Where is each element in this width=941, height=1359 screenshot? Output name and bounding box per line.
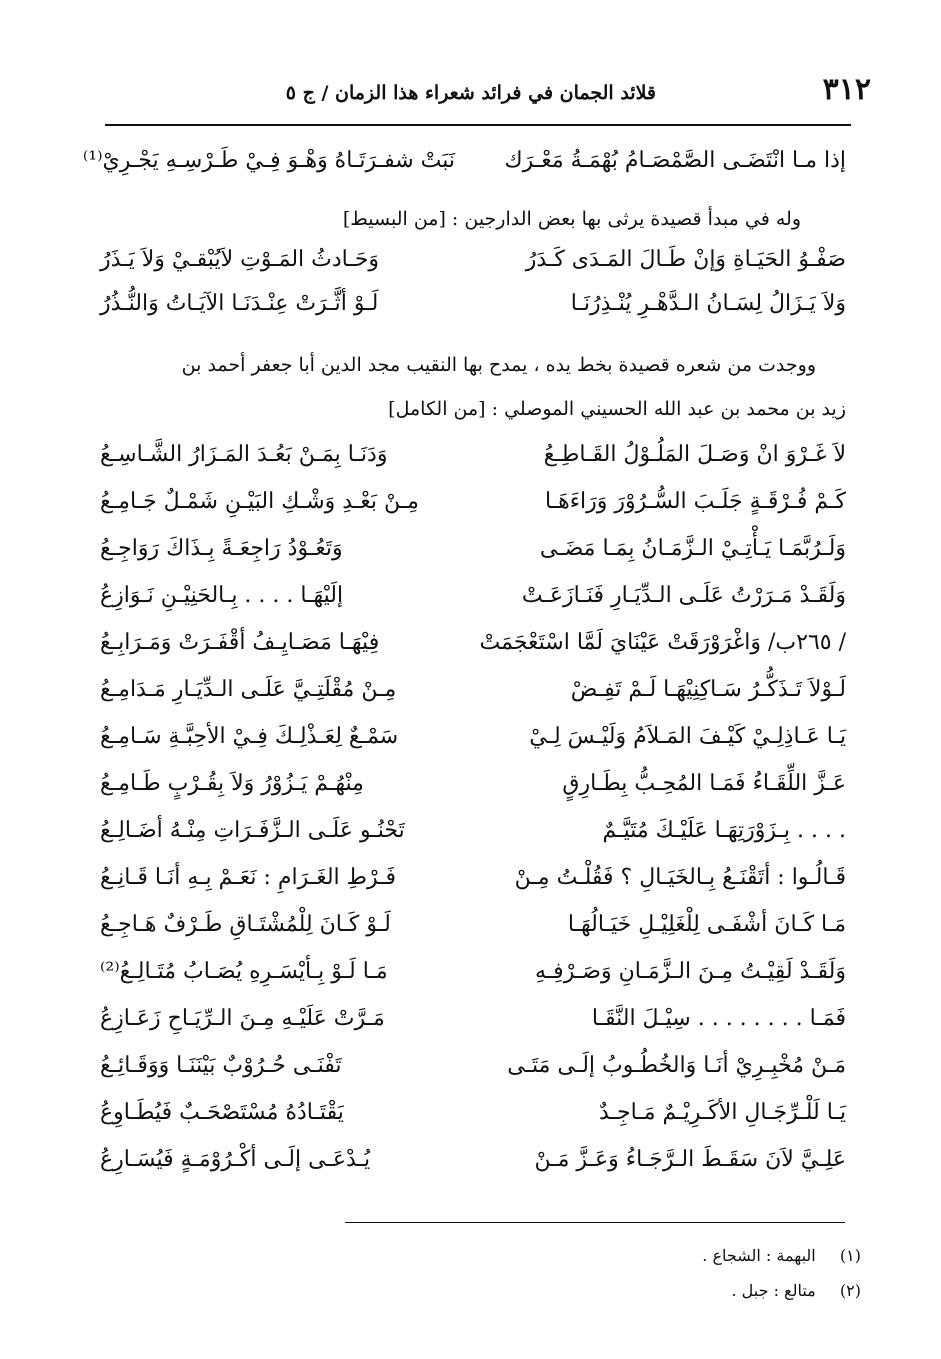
- verse-line: [100, 1043, 846, 1087]
- verse-line: [100, 761, 846, 805]
- intro-paragraph-line: ووجدت من شعره قصيدة بخط يده ، يمدح بها النقيب مجد الدين أبا جعفر أحمد بن: [181, 354, 816, 376]
- verse-second-hemistich: سَمْـعٌ لِعَـذْلِـكَ فِـيْ الأحِبَّـةِ سَـامِـعُ: [100, 723, 399, 749]
- verse-second-hemistich: مِـنْ بَعْـدِ وَشْـكِ البَيْـنِ شَمْـلٌ جَـامِـعُ: [100, 488, 419, 514]
- running-title: قلائد الجمان في فرائد شعراء هذا الزمان / ج ٥: [285, 82, 656, 104]
- footnote-rule: [345, 1222, 845, 1223]
- verse-second-hemistich: وَحَـادثُ المَـوْتِ لاَيُبْقـيْ وَلاَ يَـذَرُ: [100, 246, 380, 272]
- verse-second-hemistich: فَـرْطِ الغَـرَامِ : نَعَـمْ بِـهِ أنَـا قَـانِـعُ: [100, 864, 397, 890]
- verse-second-hemistich: لَـوْ أثَّـرَتْ عِنْـدَنَـا الآيَـاتُ وَالنُّـذُرُ: [100, 290, 379, 316]
- verse-second-hemistich: إلَيْهَـا . . . . بِـالحَنِيْـنِ نَـوَازِعُ: [100, 582, 344, 608]
- verse-line: [100, 902, 846, 946]
- verse-line: [100, 573, 846, 617]
- verse-first-hemistich: وَلَقَـدْ مَـرَرْتُ عَلَـى الـدِّيَـارِ فَنَـازَعَـتْ: [521, 582, 846, 608]
- verse-second-hemistich: مَـا لَـوْ بِـأيْسَـرِهِ يُصَـابُ مُتَـالِـعُ⁽²⁾: [100, 958, 388, 984]
- header-rule: [105, 124, 851, 126]
- verse-second-hemistich: لَـوْ كَـانَ لِلْمُشْتَـاقِ طَـرْفٌ هَـاجِـعُ: [100, 911, 391, 937]
- footnote-text: البهمة : الشجاع .: [702, 1246, 816, 1265]
- verse-first-hemistich: . . . . بِـزَوْرَتِهَـا عَلَيْـكَ مُتَيَّـمٌ: [602, 817, 846, 843]
- footnote: [702, 1246, 861, 1265]
- verse-second-hemistich: وَدَنَـا بِمَـنْ بَعُـدَ المَـزَارُ الشَّـاسِـعُ: [100, 441, 388, 467]
- verse-first-hemistich: وَلاَ يَـزَالُ لِسَـانُ الـدَّهْـرِ يُنْـذِرُنَـا: [570, 290, 846, 316]
- verse-second-hemistich: يَقْتَـادُهُ مُسْتَصْحَـبٌ فَيُطَـاوِعُ: [100, 1099, 344, 1125]
- verse-line: [100, 281, 846, 325]
- verse-second-hemistich: وَتَعُـوْدُ رَاجِعَـةً بِـذَاكَ رَوَاجِـعُ: [100, 535, 343, 561]
- verse-second-hemistich: مِنْهُـمْ يَـزُوْرُ وَلاَ بِقُـرْبٍ طَـامِـعُ: [100, 770, 364, 796]
- verse-first-hemistich: يَـا لَلْـرِّجَـالِ الأكَـرِيْـمٌ مَـاجِـدٌ: [598, 1099, 846, 1125]
- verse-second-hemistich: نَبَتْ شفـرَتَـاهُ وَهْـوَ فِـيْ طَـرْسِـهِ يَجْـرِيْ⁽¹⁾: [82, 147, 455, 173]
- verse-first-hemistich: صَفْـوُ الحَيَـاةِ وَإنْ طَـالَ المَـدَى كَـدَرُ: [525, 246, 846, 272]
- verse-line: [100, 1090, 846, 1134]
- footnote-text: متالع : جبل .: [731, 1281, 816, 1300]
- verse-first-hemistich: كَـمْ فُـرْقَـةٍ جَلَـبَ السُّـرُوْرَ وَرَاءَهَـا: [544, 488, 846, 514]
- verse-line: [100, 237, 846, 281]
- verse-first-hemistich: وَلَـرُبَّمَـا يَـأْتِـيْ الـزَّمَـانُ بِمَـا مَضَـى: [539, 535, 846, 561]
- verse-first-hemistich: يَـا عَـاذِلِـيْ كَيْـفَ المَـلاَمُ وَلَيْـسَ لِـيْ: [529, 723, 846, 749]
- intro-paragraph: وله في مبدأ قصيدة يرثى بها بعض الدارجين : [من البسيط]: [342, 208, 801, 230]
- verse-second-hemistich: يُـدْعَـى إلَـى أكْـرُوْمَـةٍ فَيُسَـارِعُ: [100, 1146, 371, 1172]
- footnote: [731, 1281, 861, 1300]
- verse-first-hemistich: مَـنْ مُخْبِـرِيْ أنَـا وَالخُطُـوبُ إلَـى مَتَـى: [507, 1052, 846, 1078]
- verse-second-hemistich: تَحْنُـو عَلَـى الـزَّفَـرَاتِ مِنْـهُ أضَـالِـعُ: [100, 817, 405, 843]
- verse-line: [100, 949, 846, 993]
- verse-second-hemistich: فِيْهَـا مَصَـايِـفُ أقْفَـرَتْ وَمَـرَابِـعُ: [100, 629, 380, 655]
- verse-line: [100, 620, 846, 664]
- verse-line: [100, 808, 846, 852]
- page-number: ٣١٢: [822, 72, 871, 107]
- footnote-number: (٢): [839, 1281, 861, 1300]
- verse-first-hemistich: وَلَقَـدْ لَقِيْـتُ مِـنَ الـزَّمَـانِ وَصَـرْفِـهِ: [534, 958, 846, 984]
- verse-second-hemistich: مِـنْ مُقْلَتِـيَّ عَلَـى الـدِّيَـارِ مَـدَامِـعُ: [100, 676, 397, 702]
- verse-line: [100, 667, 846, 711]
- verse-line: [100, 1137, 846, 1181]
- verse-line: [100, 432, 846, 476]
- verse-second-hemistich: مَـرَّتْ عَلَيْـهِ مِـنَ الـرِّيَـاحِ زَعَـازِعُ: [100, 1005, 385, 1031]
- verse-first-hemistich: قَـالُـوا : أتَقْنَـعُ بِـالخَيَـالِ ؟ فَقُلْـتُ مِـنْ: [514, 864, 846, 890]
- verse-line: [100, 855, 846, 899]
- verse-first-hemistich: لاَ غَـرْوَ انْ وَصَـلَ المَلُـوْلُ القَـاطِـعُ: [543, 441, 846, 467]
- verse-line: [100, 996, 846, 1040]
- verse-first-hemistich: عَـزَّ اللِّقَـاءُ فَمَـا المُحِـبُّ بِطَـارِقٍ: [562, 770, 846, 796]
- footnote-number: (١): [839, 1246, 861, 1265]
- verse-line: [100, 526, 846, 570]
- verse-line: [100, 714, 846, 758]
- verse-first-hemistich: / ٢٦٥ب/ وَاغْرَوْرَقَتْ عَيْنَايَ لَمَّا اسْتَعْجَمَتْ: [479, 629, 846, 655]
- verse-first-hemistich: مَـا كَـانَ أشْفَـى لِلْغَلِيْـلِ خَيَـالُهَـا: [567, 911, 846, 937]
- verse-first-hemistich: لَـوْلاَ تَـذَكُّـرُ سَـاكِنِيْهَـا لَـمْ تَفِـضْ: [570, 676, 846, 702]
- verse-line: [100, 479, 846, 523]
- verse-line: [82, 138, 846, 182]
- intro-paragraph-line: زيد بن محمد بن عبد الله الحسيني الموصلي : [من الكامل]: [388, 398, 846, 420]
- verse-first-hemistich: عَلِـيَّ لاَنَ سَقَـطَ الـرَّجَـاءُ وَعَـزَّ مَـنْ: [534, 1146, 846, 1172]
- verse-first-hemistich: إذا مـا انْتَضَـى الصَّمْصَـامُ بُهْمَـةُ مَعْـرَك: [504, 147, 846, 173]
- verse-first-hemistich: فَمَـا . . . . . . . . سِيْـلَ النَّقَـا: [591, 1005, 846, 1031]
- verse-second-hemistich: تَفْنَـى حُـرُوْبٌ بَيْنَنَـا وَوَقَـائِـعُ: [100, 1052, 342, 1078]
